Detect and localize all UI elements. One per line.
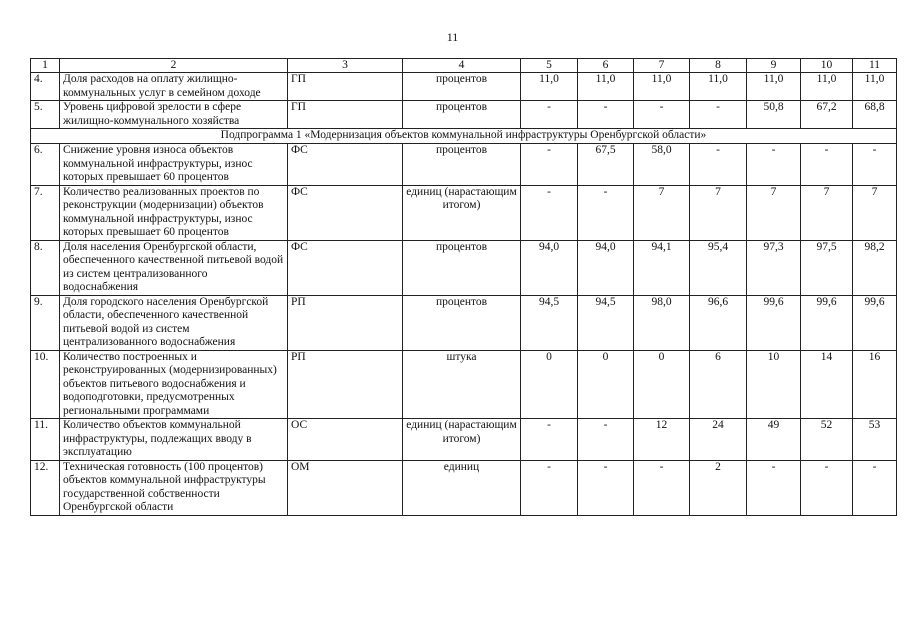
value-cell: 67,5 [578, 144, 634, 186]
value-cell: 2 [690, 460, 747, 515]
indicator-name: Количество построенных и реконструированных (модернизированных) объектов питьевого водоснабжения и водоподготовки, предусмотренных региональными программами [60, 350, 288, 419]
indicator-type: ФС [288, 185, 403, 240]
value-cell: 94,5 [521, 295, 578, 350]
value-cell: 67,2 [801, 101, 853, 129]
value-cell: - [521, 419, 578, 461]
indicator-type: РП [288, 295, 403, 350]
value-cell: 7 [853, 185, 897, 240]
indicator-name: Количество объектов коммунальной инфраструктуры, подлежащих вводу в эксплуатацию [60, 419, 288, 461]
unit-cell: единиц [403, 460, 521, 515]
header-cell: 8 [690, 59, 747, 73]
value-cell: 10 [747, 350, 801, 419]
table-row [31, 101, 897, 129]
header-cell: 6 [578, 59, 634, 73]
value-cell: 7 [690, 185, 747, 240]
value-cell: 50,8 [747, 101, 801, 129]
unit-cell: процентов [403, 295, 521, 350]
unit-cell: процентов [403, 240, 521, 295]
row-number: 7. [31, 185, 60, 240]
value-cell: 99,6 [801, 295, 853, 350]
value-cell: 7 [634, 185, 690, 240]
table-row [31, 419, 897, 461]
unit-cell: процентов [403, 101, 521, 129]
value-cell: - [578, 185, 634, 240]
indicator-name: Количество реализованных проектов по реконструкции (модернизации) объектов коммунальной инфраструктуры, износ которых превышает 60 процентов [60, 185, 288, 240]
row-number: 10. [31, 350, 60, 419]
value-cell: 16 [853, 350, 897, 419]
value-cell: - [690, 101, 747, 129]
value-cell: 53 [853, 419, 897, 461]
value-cell: 11,0 [801, 73, 853, 101]
table-row [31, 240, 897, 295]
value-cell: 7 [747, 185, 801, 240]
value-cell: - [521, 144, 578, 186]
unit-cell: единиц (нарастающим итогом) [403, 185, 521, 240]
table-row [31, 73, 897, 101]
value-cell: - [578, 460, 634, 515]
value-cell: 49 [747, 419, 801, 461]
value-cell: 11,0 [690, 73, 747, 101]
unit-cell: единиц (нарастающим итогом) [403, 419, 521, 461]
indicator-name: Доля населения Оренбургской области, обеспеченного качественной питьевой водой из систем централизованного водоснабжения [60, 240, 288, 295]
header-cell: 7 [634, 59, 690, 73]
value-cell: 58,0 [634, 144, 690, 186]
value-cell: - [578, 101, 634, 129]
value-cell: - [747, 460, 801, 515]
header-cell: 3 [288, 59, 403, 73]
row-number: 8. [31, 240, 60, 295]
value-cell: 0 [521, 350, 578, 419]
value-cell: 0 [634, 350, 690, 419]
unit-cell: штука [403, 350, 521, 419]
indicator-type: ОС [288, 419, 403, 461]
value-cell: - [634, 460, 690, 515]
table-row [31, 460, 897, 515]
value-cell: - [578, 419, 634, 461]
value-cell: 11,0 [521, 73, 578, 101]
table-row [31, 144, 897, 186]
value-cell: - [690, 144, 747, 186]
value-cell: 99,6 [853, 295, 897, 350]
header-cell: 4 [403, 59, 521, 73]
indicator-name: Доля расходов на оплату жилищно-коммунальных услуг в семейном доходе [60, 73, 288, 101]
unit-cell: процентов [403, 73, 521, 101]
value-cell: 97,3 [747, 240, 801, 295]
value-cell: 12 [634, 419, 690, 461]
value-cell: 0 [578, 350, 634, 419]
table-row [31, 185, 897, 240]
value-cell: - [853, 144, 897, 186]
value-cell: 14 [801, 350, 853, 419]
header-cell: 9 [747, 59, 801, 73]
value-cell: 24 [690, 419, 747, 461]
row-number: 4. [31, 73, 60, 101]
indicator-type: ФС [288, 144, 403, 186]
indicator-name: Снижение уровня износа объектов коммунальной инфраструктуры, износ которых превышает 60 процентов [60, 144, 288, 186]
value-cell: - [521, 101, 578, 129]
row-number: 6. [31, 144, 60, 186]
value-cell: - [853, 460, 897, 515]
header-cell: 2 [60, 59, 288, 73]
indicator-name: Доля городского населения Оренбургской области, обеспеченного качественной питьевой водой из систем централизованного водоснабжения [60, 295, 288, 350]
header-cell: 11 [853, 59, 897, 73]
header-cell: 10 [801, 59, 853, 73]
indicator-type: ГП [288, 101, 403, 129]
value-cell: 98,0 [634, 295, 690, 350]
value-cell: 97,5 [801, 240, 853, 295]
value-cell: - [521, 460, 578, 515]
table-row [31, 350, 897, 419]
value-cell: 11,0 [578, 73, 634, 101]
indicator-type: РП [288, 350, 403, 419]
value-cell: 6 [690, 350, 747, 419]
table-row [31, 295, 897, 350]
page-number: 11 [446, 30, 459, 44]
indicator-type: ГП [288, 73, 403, 101]
subprogram-row [31, 129, 897, 144]
value-cell: - [521, 185, 578, 240]
header-row [31, 59, 897, 73]
row-number: 9. [31, 295, 60, 350]
value-cell: 95,4 [690, 240, 747, 295]
value-cell: 98,2 [853, 240, 897, 295]
value-cell: 68,8 [853, 101, 897, 129]
value-cell: 11,0 [853, 73, 897, 101]
value-cell: 11,0 [747, 73, 801, 101]
value-cell: - [634, 101, 690, 129]
header-cell: 1 [31, 59, 60, 73]
subprogram-title: Подпрограмма 1 «Модернизация объектов коммунальной инфраструктуры Оренбургской области» [31, 129, 897, 144]
value-cell: 94,0 [578, 240, 634, 295]
indicator-type: ФС [288, 240, 403, 295]
value-cell: 7 [801, 185, 853, 240]
indicator-type: ОМ [288, 460, 403, 515]
value-cell: - [747, 144, 801, 186]
value-cell: 94,0 [521, 240, 578, 295]
indicator-name: Техническая готовность (100 процентов) объектов коммунальной инфраструктуры государственной собственности Оренбургской области [60, 460, 288, 515]
indicators-table [30, 58, 897, 516]
row-number: 12. [31, 460, 60, 515]
value-cell: - [801, 460, 853, 515]
indicator-name: Уровень цифровой зрелости в сфере жилищно-коммунального хозяйства [60, 101, 288, 129]
row-number: 11. [31, 419, 60, 461]
value-cell: 11,0 [634, 73, 690, 101]
value-cell: 52 [801, 419, 853, 461]
row-number: 5. [31, 101, 60, 129]
value-cell: 99,6 [747, 295, 801, 350]
value-cell: 96,6 [690, 295, 747, 350]
unit-cell: процентов [403, 144, 521, 186]
value-cell: - [801, 144, 853, 186]
value-cell: 94,1 [634, 240, 690, 295]
value-cell: 94,5 [578, 295, 634, 350]
header-cell: 5 [521, 59, 578, 73]
